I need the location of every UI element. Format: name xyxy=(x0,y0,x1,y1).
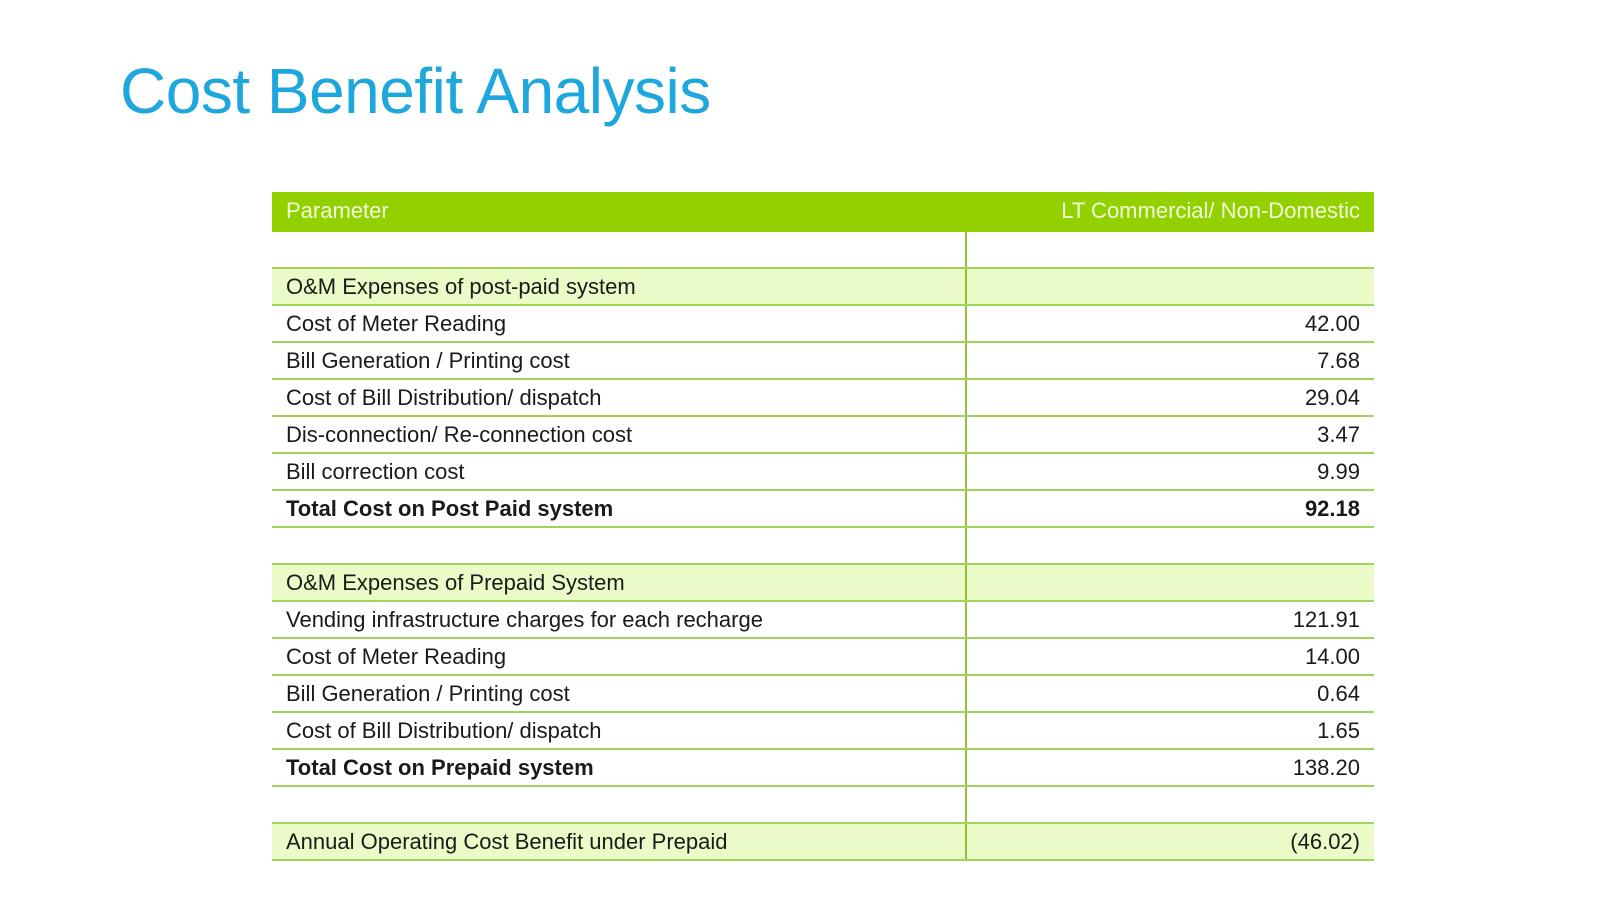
row-label xyxy=(272,527,966,564)
table-row-spacer xyxy=(272,527,1374,564)
table-row-spacer xyxy=(272,786,1374,823)
table-row xyxy=(272,342,1374,379)
row-label: Annual Operating Cost Benefit under Prepaid xyxy=(272,823,966,860)
row-label: Bill correction cost xyxy=(272,453,966,490)
header-parameter: Parameter xyxy=(272,192,966,231)
row-label: Cost of Meter Reading xyxy=(272,638,966,675)
cost-benefit-table xyxy=(272,192,1374,861)
row-label xyxy=(272,231,966,268)
table-row-annual-benefit xyxy=(272,823,1374,860)
table-row-total-prepaid xyxy=(272,749,1374,786)
row-value: 14.00 xyxy=(966,638,1374,675)
header-lt-commercial: LT Commercial/ Non-Domestic xyxy=(966,192,1374,231)
row-value xyxy=(966,786,1374,823)
table-row xyxy=(272,675,1374,712)
row-label: Total Cost on Prepaid system xyxy=(272,749,966,786)
row-value: (46.02) xyxy=(966,823,1374,860)
row-label: Total Cost on Post Paid system xyxy=(272,490,966,527)
row-value: 9.99 xyxy=(966,453,1374,490)
row-label: Bill Generation / Printing cost xyxy=(272,675,966,712)
table-row xyxy=(272,638,1374,675)
row-value: 92.18 xyxy=(966,490,1374,527)
table-row xyxy=(272,416,1374,453)
row-value: 1.65 xyxy=(966,712,1374,749)
row-label: Cost of Bill Distribution/ dispatch xyxy=(272,379,966,416)
table-row xyxy=(272,453,1374,490)
row-value: 7.68 xyxy=(966,342,1374,379)
slide-title: Cost Benefit Analysis xyxy=(120,55,711,127)
row-label: Dis-connection/ Re-connection cost xyxy=(272,416,966,453)
table-row-spacer xyxy=(272,231,1374,268)
row-value: 42.00 xyxy=(966,305,1374,342)
row-label: O&M Expenses of Prepaid System xyxy=(272,564,966,601)
table-row xyxy=(272,379,1374,416)
table-row-section-postpaid xyxy=(272,268,1374,305)
table-row-section-prepaid xyxy=(272,564,1374,601)
row-value xyxy=(966,564,1374,601)
table-header-row xyxy=(272,192,1374,231)
table-row xyxy=(272,601,1374,638)
row-value: 121.91 xyxy=(966,601,1374,638)
row-label: Cost of Bill Distribution/ dispatch xyxy=(272,712,966,749)
row-value xyxy=(966,268,1374,305)
row-label: Cost of Meter Reading xyxy=(272,305,966,342)
row-value: 3.47 xyxy=(966,416,1374,453)
row-value xyxy=(966,527,1374,564)
table-row-total-postpaid xyxy=(272,490,1374,527)
row-value xyxy=(966,231,1374,268)
row-label: O&M Expenses of post-paid system xyxy=(272,268,966,305)
row-label xyxy=(272,786,966,823)
row-value: 138.20 xyxy=(966,749,1374,786)
row-label: Vending infrastructure charges for each recharge xyxy=(272,601,966,638)
row-value: 0.64 xyxy=(966,675,1374,712)
table-row xyxy=(272,712,1374,749)
table-row xyxy=(272,305,1374,342)
row-label: Bill Generation / Printing cost xyxy=(272,342,966,379)
row-value: 29.04 xyxy=(966,379,1374,416)
